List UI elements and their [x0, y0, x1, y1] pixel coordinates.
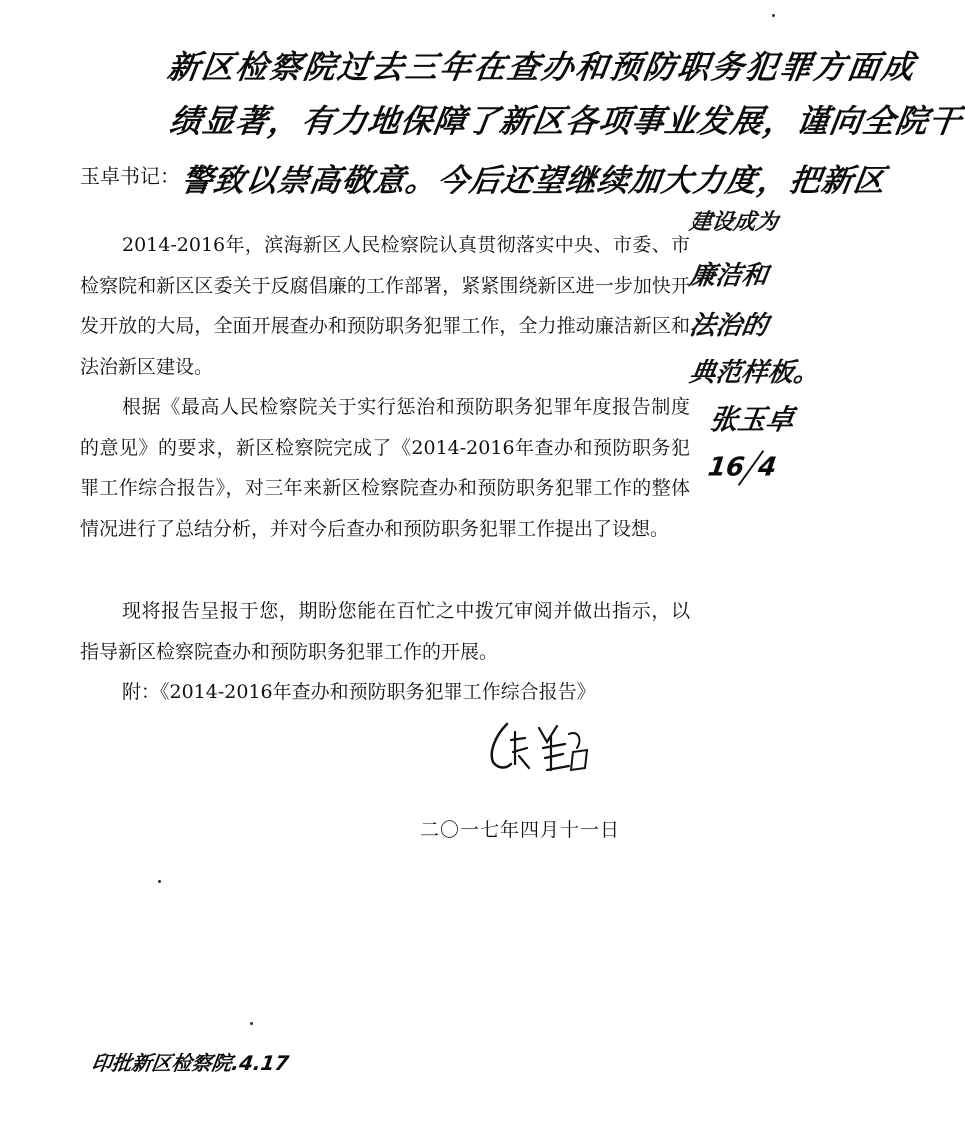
handwritten-date [705, 448, 779, 488]
handwritten-margin-line-3: 法治的 [687, 311, 770, 341]
handwritten-instruction-line-3: 警致以崇高敬意。今后还望继续加大力度，把新区 [178, 163, 889, 199]
handwritten-signature [485, 718, 595, 778]
handwritten-margin-line-2: 廉洁和 [687, 261, 770, 291]
handwritten-date-month: 4 [756, 452, 779, 483]
scan-speck [158, 880, 161, 883]
document-date: 二〇一七年四月十一日 [420, 819, 621, 841]
paragraph-attachment: 附：《2014-2016年查办和预防职务犯罪工作综合报告》 [122, 681, 596, 703]
handwritten-instruction-line-1: 新区检察院过去三年在查办和预防职务犯罪方面成 [165, 48, 919, 86]
paragraph-request: 现将报告呈报于您，期盼您能在百忙之中拨冗审阅并做出指示，以指导新区检察院查办和预防职务犯罪工作的开展。 [80, 600, 690, 663]
handwritten-bottom-note: 印批新区检察院.4.17 [90, 1051, 291, 1075]
handwritten-instruction-line-2: 绩显著，有力地保障了新区各项事业发展，谨向全院干 [167, 102, 965, 140]
scan-speck [250, 1022, 253, 1025]
handwritten-margin-line-4: 典范样板。 [687, 358, 822, 388]
handwritten-date-day: 16 [705, 452, 747, 483]
handwritten-signer: 张玉卓 [707, 403, 797, 436]
paragraph-overview: 2014-2016年，滨海新区人民检察院认真贯彻落实中央、市委、市检察院和新区区委关于反腐倡廉的工作部署，紧紧围绕新区进一步加快开发开放的大局，全面开展查办和预防职务犯罪工作，全力推动廉洁新区和法治新区建设。 [80, 234, 690, 378]
handwritten-margin-line-1: 建设成为 [687, 210, 780, 235]
scan-speck [772, 14, 775, 17]
paragraph-report-basis: 根据《最高人民检察院关于实行惩治和预防职务犯罪年度报告制度的意见》的要求，新区检察院完成了《2014-2016年查办和预防职务犯罪工作综合报告》，对三年来新区检察院查办和预防职务犯罪工作的整体情况进行了总结分析，并对今后查办和预防职务犯罪工作提出了设想。 [80, 396, 690, 540]
salutation: 玉卓书记： [80, 164, 180, 188]
